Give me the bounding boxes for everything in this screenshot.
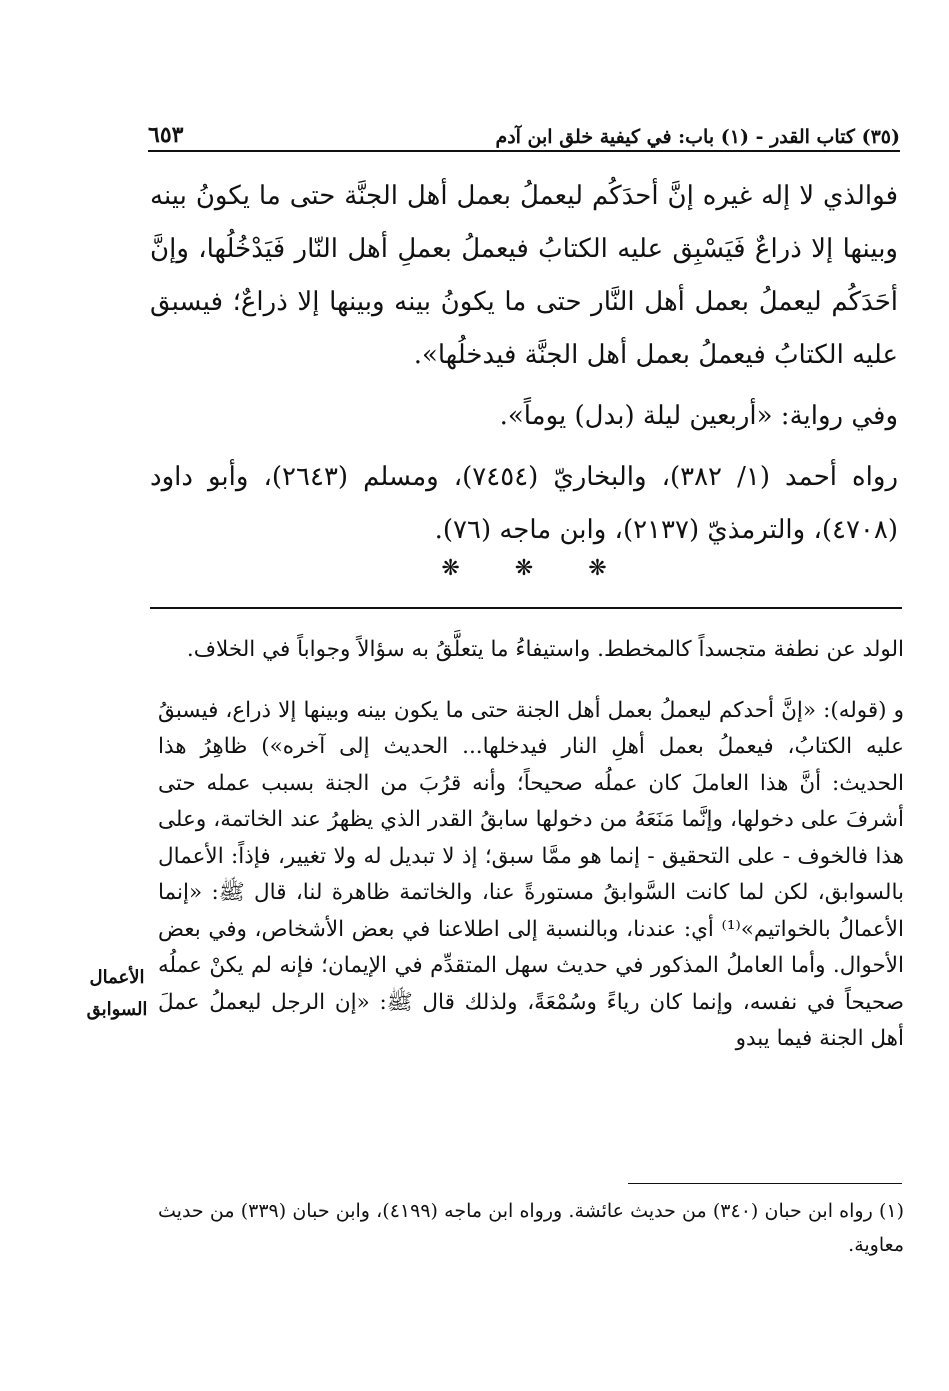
footnotes: [158, 1194, 904, 1262]
section-separator: [150, 556, 898, 581]
star-icon: ❋: [514, 556, 534, 581]
page-header: [148, 112, 900, 148]
hadith-text: [150, 170, 898, 557]
commentary-paragraph: و (قوله): «إنَّ أحدكم ليعملُ بعمل أهل الجنة حتى ما يكون بينه وبينها إلا ذراع، فيسبقُ عليه الكتابُ، فيعملُ بعمل أهلِ النار فيدخلها... الحديث إلى آخره») ظاهِرُ هذا الحديث: أنَّ هذا العاملَ كان عملُه صحيحاً؛ وأنه قرُبَ من الجنة بسبب عمله حتى أشرفَ على دخولها، وإنَّما مَنَعَهُ من دخولها سابقُ القدر الذي يظهرُ عند الخاتمة، وعلى هذا فالخوف - على التحقيق - إنما هو ممَّا سبق؛ إذ لا تبديل له ولا تغيير، فإذاً: الأعمال بالسوابق، لكن لما كانت السَّوابقُ مستورةً عنا، والخاتمة ظاهرة لنا، قال ﷺ: «إنما الأعمالُ بالخواتيم»⁽¹⁾ أي: عندنا، وبالنسبة إلى اطلاعنا في بعض الأشخاص، وفي بعض الأحوال. وأما العاملُ المذكور في حديث سهل المتقدِّم في الإيمان؛ فإنه لم يكنْ عملُه صحيحاً في نفسه، وإنما كان رياءً وسُمْعَةً، ولذلك قال ﷺ: «إن الرجل ليعملُ عملَ أهل الجنة فيما يبدو: [158, 697, 904, 1051]
running-head: (٣٥) كتاب القدر - (١) باب: في كيفية خلق ابن آدم: [495, 126, 900, 148]
header-rule: [148, 150, 900, 152]
hadith-paragraph: فوالذي لا إله غيره إنَّ أحدَكُم ليعملُ بعمل أهل الجنَّة حتى ما يكونُ بينه وبينها إلا ذراعٌ فَيَسْبِق عليه الكتابُ فيعملُ بعملِ أهل النّار فَيَدْخُلُها، وإنَّ أحَدَكُم ليعملُ بعمل أهل النَّار حتى ما يكونُ بينه وبينها إلا ذراعٌ؛ فيسبق عليه الكتابُ فيعملُ بعمل أهل الجنَّة فيدخلُها».: [150, 181, 898, 370]
footnote: (١) رواه ابن حبان (٣٤٠) من حديث عائشة. ورواه ابن ماجه (٤١٩٩)، وابن حبان (٣٣٩) من حديث معاوية.: [158, 1200, 904, 1256]
margin-note-line: الأعمال: [89, 967, 145, 988]
riwaya-paragraph: وفي رواية: «أربعين ليلة (بدل) يوماً».: [499, 401, 898, 431]
section-rule: [150, 607, 902, 609]
margin-note-line: السوابق: [86, 999, 148, 1020]
margin-note: [84, 962, 150, 1026]
star-icon: ❋: [588, 556, 607, 581]
takhrij-paragraph: رواه أحمد (١/ ٣٨٢)، والبخاريّ (٧٤٥٤)، ومسلم (٢٦٤٣)، وأبو داود (٤٧٠٨)، والترمذيّ (٢١٣٧)، وابن ماجه (٧٦).: [150, 462, 899, 545]
page-number: ٦٥٣: [148, 122, 184, 148]
star-icon: ❋: [441, 556, 460, 581]
footnote-rule: [628, 1183, 902, 1184]
commentary-paragraph: الولد عن نطفة متجسداً كالمخطط. واستيفاءُ ما يتعلَّقُ به سؤالاً وجواباً في الخلاف.: [186, 637, 904, 662]
commentary-text: [158, 632, 904, 1058]
